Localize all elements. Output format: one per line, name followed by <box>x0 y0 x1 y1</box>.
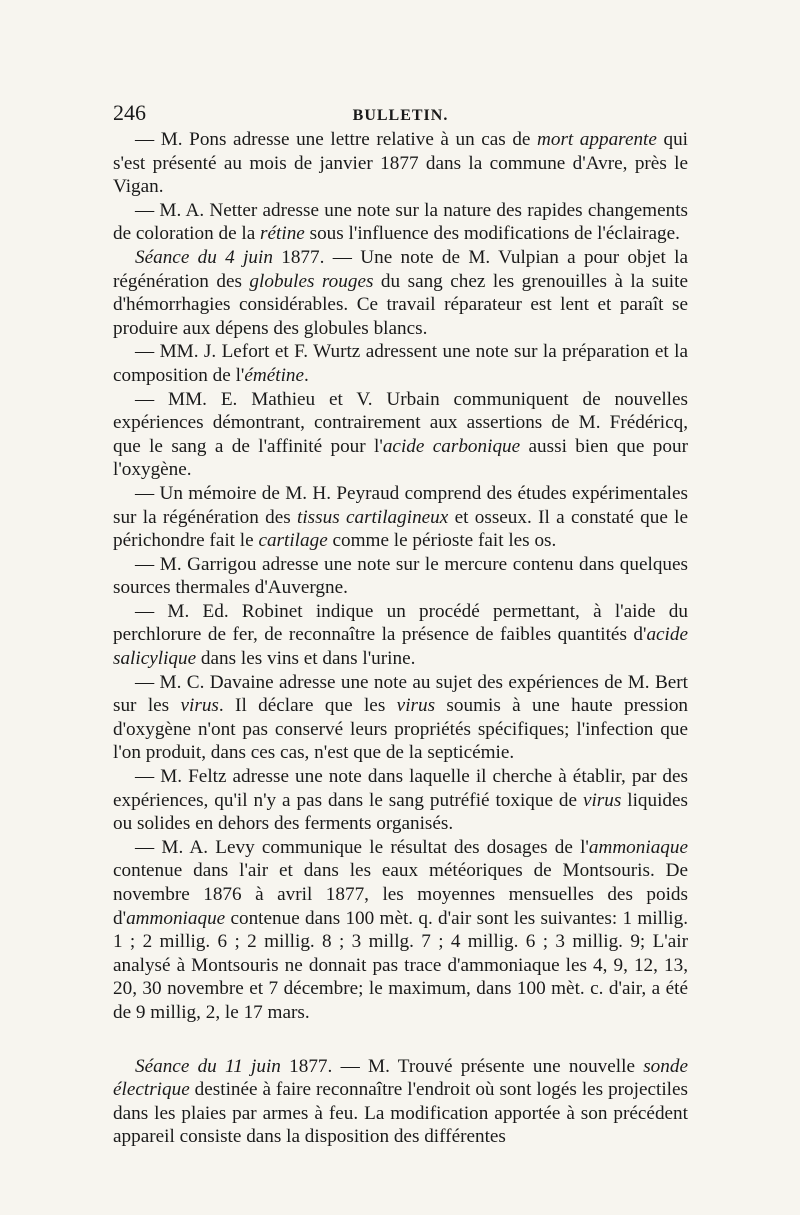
paragraph-netter: — M. A. Netter adresse une note sur la nature des rapides changements de coloration de la rétine sous l'influence des modifications de l'éclairage. <box>113 199 688 245</box>
paragraph-davaine: — M. C. Davaine adresse une note au sujet des expériences de M. Bert sur les virus. Il déclare que les virus soumis à une haute pression d'oxygène n'ont pas conservé leurs propriétés spécifiques; l'infection que l'on produit, dans ces cas, n'est que de la septicémie. <box>113 671 689 764</box>
paragraph-peyraud: — Un mémoire de M. H. Peyraud comprend des études expérimentales sur la régénération des tissus cartilagineux et osseux. Il a constaté que le périchondre fait le cartilage comme le périoste fait les os. <box>113 482 689 552</box>
paragraph-robinet: — M. Ed. Robinet indique un procédé permettant, à l'aide du perchlorure de fer, de reconnaître la présence de faibles quantités d'acide salicylique dans les vins et dans l'urine. <box>113 600 688 670</box>
paragraph-lefort-wurtz: — MM. J. Lefort et F. Wurtz adressent une note sur la préparation et la composition de l'émétine. <box>113 341 688 386</box>
paragraph-pons: — M. Pons adresse une lettre relative à un cas de mort apparente qui s'est présenté au mois de janvier 1877 dans la commune d'Avre, près le Vigan. <box>113 129 688 198</box>
paragraph-feltz: — M. Feltz adresse une note dans laquelle il cherche à établir, par des expériences, qu'il n'y a pas dans le sang putréfié toxique de virus liquides ou solides en dehors des ferments organisés. <box>113 766 688 835</box>
paragraph-garrigou: — M. Garrigou adresse une note sur le mercure contenu dans quelques sources thermales d'Auvergne. <box>113 553 688 599</box>
paragraph-mathieu-urbain: — MM. E. Mathieu et V. Urbain communiquent de nouvelles expériences démontrant, contrairement aux assertions de M. Frédéricq, que le sang a de l'affinité pour l'acide carbonique aussi bien que pour l'oxygène. <box>113 388 688 481</box>
page-number: 246 <box>113 100 146 125</box>
paragraph-seance-4-juin: Séance du 4 juin 1877. — Une note de M. Vulpian a pour objet la régénération des globules rouges du sang chez les grenouilles à la suite d'hémorrhagies considérables. Ce travail réparateur est lent et paraît se produire aux dépens des globules blancs. <box>113 246 688 339</box>
running-title: BULLETIN. <box>352 107 449 124</box>
body-text <box>113 128 688 1149</box>
paragraph-levy: — M. A. Levy communique le résultat des dosages de l'ammoniaque contenue dans l'air et dans les eaux météoriques de Montsouris. De novembre 1876 à avril 1877, les moyennes mensuelles des poids d'ammoniaque contenue dans 100 mèt. q. d'air sont les suivantes: 1 millig. 1 ; 2 millig. 6 ; 2 millig. 8 ; 3 millg. 7 ; 4 millig. 6 ; 3 millig. 9; L'air analysé à Montsouris ne donnait pas trace d'ammoniaque les 4, 9, 12, 13, 20, 30 novembre et 7 décembre; le maximum, dans 100 mèt. c. d'air, a été de 9 millig, 2, le 17 mars. <box>113 836 688 1023</box>
paragraph-seance-11-juin: Séance du 11 juin 1877. — M. Trouvé présente une nouvelle sonde électrique destinée à faire reconnaître l'endroit où sont logés les projectiles dans les plaies par armes à feu. La modification apportée à son précédent appareil consiste dans la disposition des différentes <box>113 1055 688 1148</box>
page-header <box>113 100 688 130</box>
